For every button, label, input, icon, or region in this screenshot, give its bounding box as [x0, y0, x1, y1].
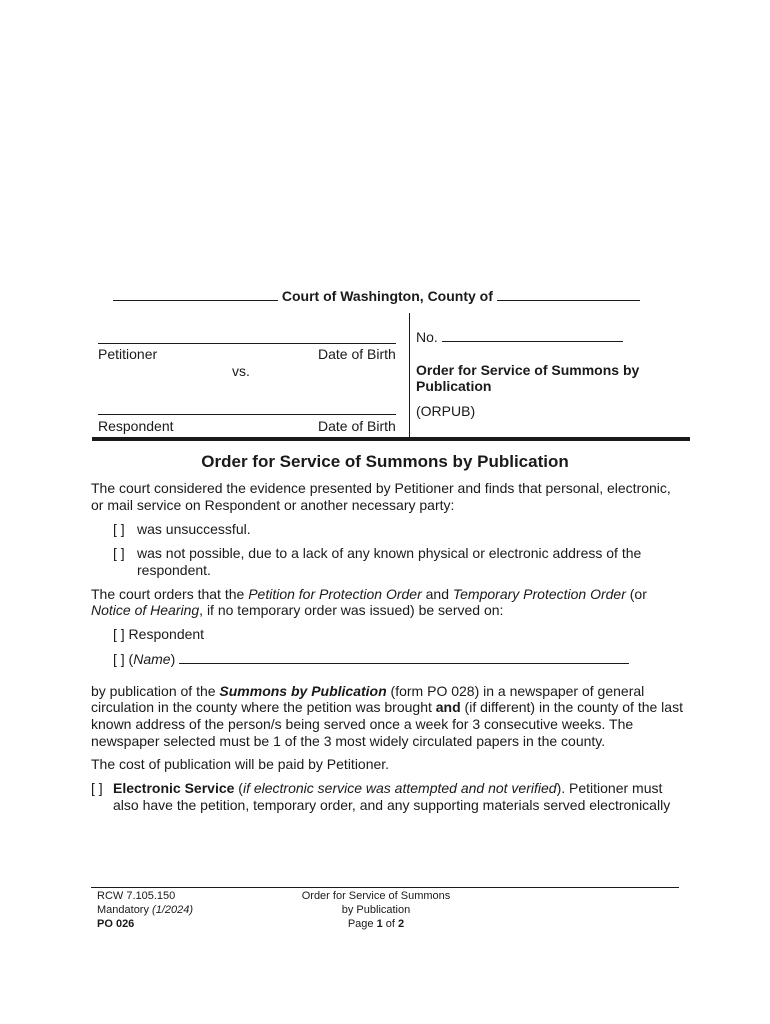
court-name-blank	[113, 288, 278, 301]
finding-line2: or mail service on Respondent or another necessary party:	[91, 497, 455, 513]
option-not-possible-cont: respondent.	[137, 562, 211, 578]
option-not-possible-text: was not possible, due to a lack of any known physical or electronic address of the	[137, 545, 642, 561]
publication-line4: newspaper selected must be 1 of the 3 most widely circulated papers in the county.	[91, 733, 606, 749]
case-number-blank	[442, 329, 623, 342]
case-title-line2: Publication	[416, 378, 492, 394]
case-number-label: No.	[416, 329, 438, 345]
footer-mandatory	[97, 903, 193, 917]
option-unsuccessful-text: was unsuccessful.	[137, 521, 251, 537]
option-not-possible	[113, 545, 641, 562]
case-title-line1: Order for Service of Summons by	[416, 362, 640, 378]
footer-page-of: of	[385, 918, 395, 930]
court-title: Court of Washington, County of	[281, 288, 493, 304]
county-blank	[497, 288, 640, 301]
temp-order-name: Temporary Protection Order	[452, 586, 626, 602]
served-name-blank[interactable]	[179, 651, 629, 664]
footer-form-no: PO 026	[97, 918, 135, 930]
publication-line3: known address of the person/s being served once a week for 3 consecutive weeks. The	[91, 716, 634, 732]
petitioner-label: Petitioner	[98, 346, 158, 362]
footer-title-line2: by Publication	[341, 904, 411, 916]
served-name	[113, 651, 629, 668]
petitioner-dob-label: Date of Birth	[318, 346, 396, 362]
document-title: Order for Service of Summons by Publication	[201, 452, 569, 471]
vs-label: vs.	[232, 363, 250, 379]
finding-line1: The court considered the evidence presented by Petitioner and finds that personal, electronic,	[91, 480, 671, 496]
publication-line1	[91, 683, 691, 700]
pub-text-a: by publication of the	[91, 683, 220, 699]
footer-mandatory-date: (1/2024)	[152, 904, 194, 916]
footer-rule	[91, 887, 679, 888]
es-condition: if electronic service was attempted and not verified	[242, 780, 557, 796]
footer-left	[97, 889, 193, 931]
electronic-service-line2: also have the petition, temporary order, and any supporting materials served electronically	[113, 797, 671, 813]
footer-page	[276, 917, 476, 931]
pub-text-c: (form PO 028) in a newspaper of general	[386, 683, 645, 699]
electronic-service-label: Electronic Service	[113, 780, 235, 796]
petition-name: Petition for Protection Order	[248, 586, 422, 602]
pub2-text-a: circulation in the county where the petition was brought	[91, 699, 436, 715]
summons-form-name: Summons by Publication	[219, 683, 387, 699]
petitioner-line	[98, 343, 396, 344]
es-paren-open: (	[234, 780, 243, 796]
checkbox-not-possible[interactable]: [ ]	[113, 545, 125, 561]
served-respondent[interactable]: [ ] Respondent	[113, 626, 205, 642]
respondent-line	[98, 414, 396, 415]
footer-page-label: Page	[347, 918, 374, 930]
served-name-close: )	[170, 651, 176, 667]
publication-line2	[91, 699, 691, 716]
court-heading	[113, 288, 673, 305]
caption-bottom-rule	[92, 437, 690, 441]
notice-of-hearing: Notice of Hearing	[91, 602, 200, 618]
caption-divider	[409, 313, 410, 437]
orders-line2	[91, 602, 691, 619]
orders-line1	[91, 586, 691, 603]
served-name-box[interactable]: [ ] (	[113, 651, 134, 667]
orders-text-a: The court orders that the	[91, 586, 249, 602]
cost-statement: The cost of publication will be paid by Petitioner.	[91, 756, 390, 772]
es-text-d: ). Petitioner must	[556, 780, 663, 796]
respondent-label: Respondent	[98, 418, 174, 434]
respondent-dob-label: Date of Birth	[318, 418, 396, 434]
pub2-text-c: (if different) in the county of the last	[460, 699, 683, 715]
footer-title-line1: Order for Service of Summons	[301, 890, 451, 902]
footer-mandatory-label: Mandatory	[97, 904, 149, 916]
pub2-and: and	[435, 699, 461, 715]
electronic-service-box[interactable]: [ ]	[91, 780, 103, 796]
orders-text-2b: , if no temporary order was issued) be served on:	[199, 602, 504, 618]
served-name-label: Name	[133, 651, 171, 667]
form-code: (ORPUB)	[416, 403, 476, 419]
footer-center	[276, 889, 476, 931]
case-number	[416, 329, 623, 346]
option-unsuccessful	[113, 521, 251, 538]
footer-page-total: 2	[398, 918, 405, 930]
footer-rcw: RCW 7.105.150	[97, 890, 176, 902]
footer-page-number: 1	[376, 918, 383, 930]
orders-text-c: and	[421, 586, 453, 602]
orders-text-e: (or	[625, 586, 647, 602]
checkbox-unsuccessful[interactable]: [ ]	[113, 521, 125, 537]
electronic-service-line1	[113, 780, 662, 797]
